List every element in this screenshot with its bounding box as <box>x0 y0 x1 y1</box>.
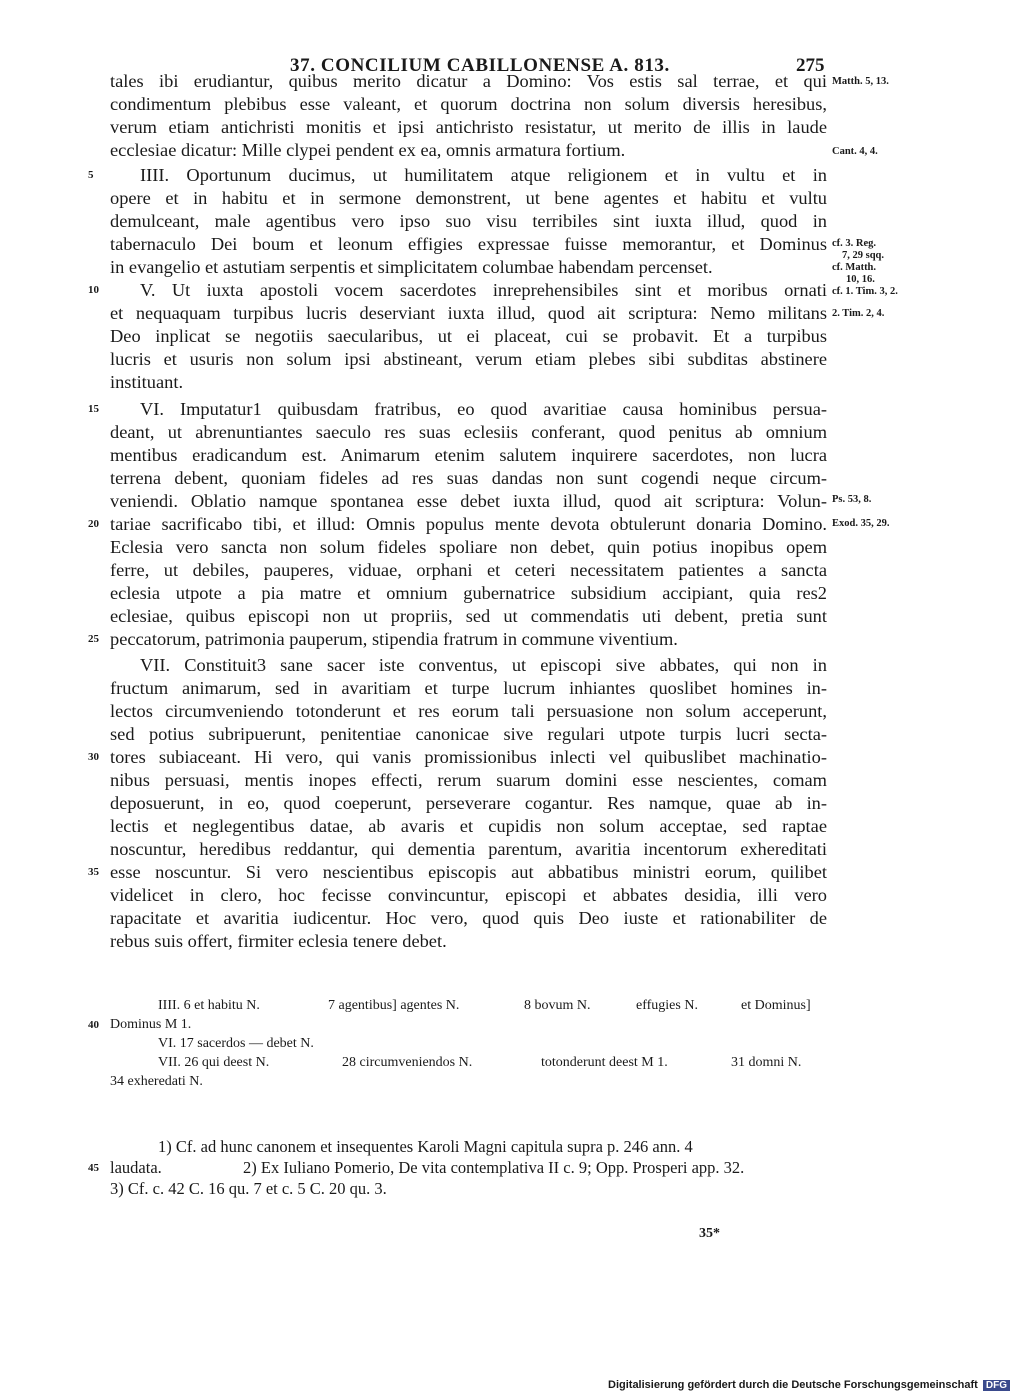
text-line: tabernaculo Dei boum et leonum effigies expressae fuisse memorantur, et Dominus <box>110 234 827 254</box>
apparatus-entry: et Dominus] <box>741 998 811 1013</box>
text-line: VII. Constituit3 sane sacer iste conventus, ut episcopi sive abbates, qui non in <box>140 655 827 675</box>
apparatus-entry: VI. 17 sacerdos — debet N. <box>158 1036 314 1051</box>
line-number: 5 <box>88 169 94 181</box>
margin-reference: cf. 3. Reg. <box>832 238 877 249</box>
text-line: noscuntur, heredibus reddantur, qui dementia parentum, avaritia incentorum exhereditati <box>110 839 827 859</box>
text-line: rapacitate et avaritia iudicentur. Hoc vero, quod quis Deo iuste et rationabiliter de <box>110 908 827 928</box>
text-line: et nequaquam turpibus lucris deserviant iuxta illud, quod ait scriptura: Nemo militans <box>110 303 827 323</box>
footnote: 1) Cf. ad hunc canonem et insequentes Karoli Magni capitula supra p. 246 ann. 4 <box>158 1137 693 1156</box>
apparatus-entry: IIII. 6 et habitu N. <box>158 998 260 1013</box>
text-line: eclesia utpote a pia matre et omnium gubernatrice subsidium accipiant, quia res2 <box>110 583 827 603</box>
apparatus-entry: 34 exheredati N. <box>110 1074 203 1089</box>
line-number: 40 <box>88 1019 99 1031</box>
text-line: lectis et neglegentibus datae, ab avaris et cupidis non solum acceptae, sed raptae <box>110 816 827 836</box>
text-line: rebus suis offert, firmiter eclesia tenere debet. <box>110 931 447 951</box>
text-line: VI. Imputatur1 quibusdam fratribus, eo quod avaritiae causa hominibus persua- <box>140 399 827 419</box>
digitization-footer <box>608 1379 1010 1391</box>
running-head: 37. CONCILIUM CABILLONENSE A. 813. <box>290 55 670 76</box>
text-line: in evangelio et astutiam serpentis et simplicitatem columbae habendam percenset. <box>110 257 713 277</box>
margin-reference: 2. Tim. 2, 4. <box>832 308 885 319</box>
line-number: 30 <box>88 751 99 763</box>
line-number: 10 <box>88 284 99 296</box>
apparatus-entry: 7 agentibus] agentes N. <box>328 998 460 1013</box>
apparatus-entry: VII. 26 qui deest N. <box>158 1055 270 1070</box>
text-line: videlicet in clero, hoc fecisse convincuntur, episcopi et abbates desidia, illi vero <box>110 885 827 905</box>
text-line: mentibus eradicandum est. Animarum etenim salutem inquirere sacerdotes, non lucra <box>110 445 827 465</box>
text-line: ecclesiae dicatur: Mille clypei pendent ex ea, omnis armatura fortium. <box>110 140 626 160</box>
apparatus-entry: 28 circumveniendos N. <box>342 1055 473 1070</box>
text-line: tales ibi erudiantur, quibus merito dicatur a Domino: Vos estis sal terrae, et qui <box>110 71 827 91</box>
text-line: IIII. Oportunum ducimus, ut humilitatem atque religionem et in vultu et in <box>140 165 827 185</box>
line-number: 45 <box>88 1162 99 1174</box>
margin-reference: Ps. 53, 8. <box>832 494 872 505</box>
text-line: instituant. <box>110 372 184 392</box>
text-line: ferre, ut debiles, pauperes, viduae, orphani et ceteri necessitatem patientes a sancta <box>110 560 827 580</box>
apparatus-entry: 8 bovum N. <box>524 998 591 1013</box>
line-number: 25 <box>88 633 99 645</box>
text-line: eclesiae, quibus episcopi non ut propriis, sed ut commendatis uti debent, pretia sunt <box>110 606 827 626</box>
text-line: deant, ut abrenuntiantes saeculo res suas eclesiis conferant, quod penitus ab omnium <box>110 422 827 442</box>
text-line: peccatorum, patrimonia pauperum, stipendia fratrum in commune viventium. <box>110 629 678 649</box>
text-line: terrena debent, quoniam fideles ad res suas dandas non sunt cogendi neque circum- <box>110 468 827 488</box>
footnote: laudata. <box>110 1158 162 1177</box>
dfg-logo: DFG <box>983 1380 1010 1391</box>
text-line: fructum animarum, sed in avaritiam et turpe lucrum inhiantes quoslibet homines in- <box>110 678 827 698</box>
text-line: deposuerunt, in eo, quod coeperunt, perseverare cogantur. Res namque, quae ab in- <box>110 793 827 813</box>
text-line: condimentum plebibus esse valeant, et quorum doctrina non solum diversis heresibus, <box>110 94 827 114</box>
signature-mark: 35* <box>699 1226 720 1241</box>
margin-reference: 10, 16. <box>846 274 875 285</box>
text-line: Eclesia vero sancta non solum fideles spoliare non debet, quin potius inopibus opem <box>110 537 827 557</box>
margin-reference: cf. Matth. <box>832 262 877 273</box>
text-line: demulceant, male agentibus vero ipso suo visu terribiles sint iuxta illud, quod in <box>110 211 827 231</box>
text-line: lectos circumveniendo totonderunt et res eorum tali persuasione non solum acceperunt, <box>110 701 827 721</box>
apparatus-entry: effugies N. <box>636 998 698 1013</box>
text-line: V. Ut iuxta apostoli vocem sacerdotes inreprehensibiles sint et moribus ornati <box>140 280 827 300</box>
apparatus-entry: totonderunt deest M 1. <box>541 1055 668 1070</box>
margin-reference: Exod. 35, 29. <box>832 518 890 529</box>
text-line: verum etiam antichristi monitis et ipsi antichristo resistatur, ut merito de illis in laude <box>110 117 827 137</box>
apparatus-entry: Dominus M 1. <box>110 1017 192 1032</box>
footnote: 2) Ex Iuliano Pomerio, De vita contemplativa II c. 9; Opp. Prosperi app. 32. <box>243 1158 745 1177</box>
apparatus-entry: 31 domni N. <box>731 1055 802 1070</box>
margin-reference: Matth. 5, 13. <box>832 76 889 87</box>
margin-reference: 7, 29 sqq. <box>842 250 885 261</box>
text-line: esse noscuntur. Si vero nescientibus episcopis aut abbatibus ministri eorum, quilibet <box>110 862 827 882</box>
text-line: tariae sacrificabo tibi, et illud: Omnis populus mente devota obtulerunt donaria Domino. <box>110 514 827 534</box>
text-line: lucris et usuris non solum ipsi abstineant, verum etiam plebes sibi subditas abstinere <box>110 349 827 369</box>
text-line: Deo inplicat se negotiis saecularibus, ut ei placeat, cui se probavit. Et a turpibus <box>110 326 827 346</box>
text-line: veniendi. Oblatio namque spontanea esse debet iuxta illud, quod ait scriptura: Volun- <box>110 491 827 511</box>
footer-text: Digitalisierung gefördert durch die Deutsche Forschungsgemeinschaft <box>608 1379 978 1391</box>
line-number: 20 <box>88 518 99 530</box>
margin-reference: cf. 1. Tim. 3, 2. <box>832 286 898 297</box>
line-number: 35 <box>88 866 99 878</box>
footnote: 3) Cf. c. 42 C. 16 qu. 7 et c. 5 C. 20 qu. 3. <box>110 1179 387 1198</box>
text-line: tores subiaceant. Hi vero, qui vanis promissionibus inlecti vel quibuslibet machinatio- <box>110 747 827 767</box>
text-line: nibus persuasi, mentis inopes effecti, rerum suarum domini esse nescientes, comam <box>110 770 827 790</box>
line-number: 15 <box>88 403 99 415</box>
text-line: opere et in habitu et in sermone demonstrent, ut bene agentes et habitu et vultu <box>110 188 827 208</box>
text-line: sed potius subripuerunt, penitentiae canonicae sive regulari utpote turpis lucri secta- <box>110 724 827 744</box>
margin-reference: Cant. 4, 4. <box>832 146 878 157</box>
page-number: 275 <box>796 55 825 76</box>
